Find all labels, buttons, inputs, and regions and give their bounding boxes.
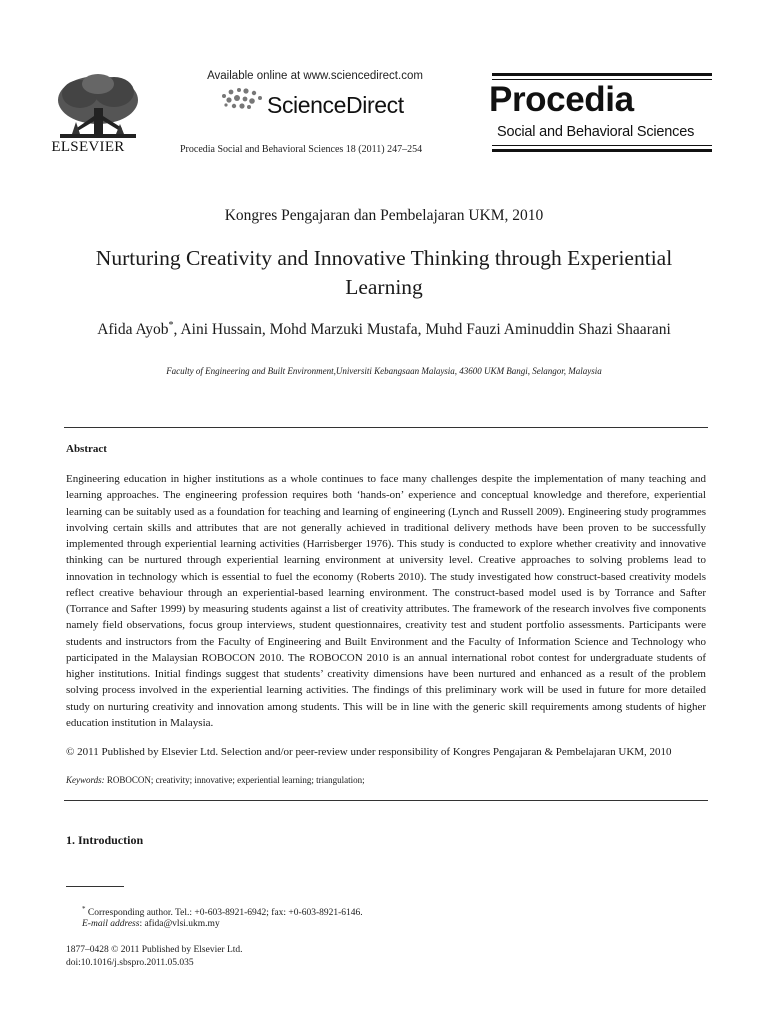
corresponding-author-mark: * bbox=[168, 320, 174, 331]
footnote-corresponding-author bbox=[82, 905, 363, 918]
publisher-name: ELSEVIER bbox=[51, 139, 125, 155]
email-value[interactable]: : afida@vlsi.ukm.my bbox=[139, 919, 220, 929]
available-online-text[interactable]: Available online at www.sciencedirect.com bbox=[207, 70, 423, 82]
footnote-text: Corresponding author. Tel.: +0-603-8921-6942; fax: +0-603-8921-6146. bbox=[85, 908, 363, 919]
footnote-mark: * bbox=[82, 905, 86, 913]
procedia-title: Procedia bbox=[489, 80, 634, 119]
abstract-heading: Abstract bbox=[66, 443, 107, 455]
doi-link[interactable]: doi:10.1016/j.sbspro.2011.05.035 bbox=[66, 958, 194, 968]
author-rest: , Aini Hussain, Mohd Marzuki Mustafa, Muhd Fauzi Aminuddin Shazi Shaarani bbox=[173, 321, 671, 339]
sciencedirect-dots-icon bbox=[218, 86, 266, 112]
procedia-rule bbox=[492, 145, 712, 146]
author-affiliation: Faculty of Engineering and Built Environment,Universiti Kebangsaan Malaysia, 43600 UKM Bangi, Selangor, Malaysia bbox=[166, 366, 602, 376]
divider bbox=[64, 800, 708, 801]
procedia-rule bbox=[492, 73, 712, 76]
footnote-email bbox=[82, 919, 220, 929]
procedia-subtitle: Social and Behavioral Sciences bbox=[497, 124, 695, 140]
email-label: E-mail address bbox=[82, 919, 140, 929]
procedia-rule bbox=[492, 149, 712, 152]
sciencedirect-wordmark: ScienceDirect bbox=[267, 92, 404, 118]
keywords-list: ROBOCON; creativity; innovative; experiential learning; triangulation; bbox=[104, 775, 365, 785]
conference-name: Kongres Pengajaran dan Pembelajaran UKM, 2010 bbox=[224, 207, 544, 224]
author-first: Afida Ayob bbox=[97, 321, 169, 339]
section-heading-introduction: 1. Introduction bbox=[66, 833, 144, 847]
keywords-label: Keywords: bbox=[66, 775, 105, 785]
divider bbox=[64, 427, 708, 428]
issn-line: 1877–0428 © 2011 Published by Elsevier Ltd. bbox=[66, 945, 243, 955]
abstract-body: Engineering education in higher institutions as a whole continues to face many challenges despite the implementation of many teaching and learning approaches. The engineering profession requires both ‘hands-on’ experience and conceptual knowledge and therefore, experiential learning can be suitably used as a foundation for teaching and learning of engineering (Lynch and Russell 2009). Engineering study programmes involving certain skills and attributes that are not generally achieved in traditional delivery methods have been proven to be successfully implemented through experiential learning activities (Harrisberger 1976). This study is conducted to explore whether creativity and innovative thinking can be nurtured through experiential learning environment at university level. Creative approaches to solving problems lead to innovation in technology which is essential to fuel the economy (Roberts 2010). The study investigated how construct-based creativity models reflect creative behaviour through an experiential-based learning environment. The construct-based model used is by Torrance and Safter (Torrance and Safter 1999) by measuring students against a list of creativity attributes. The framework of the research involves five components namely field observations, focus group interviews, student questionnaires, creativity test and student portfolio assessments. Participants were students and instructors from the Faculty of Engineering and Built Environment and the Faculty of Information Science and Technology who participated in the Malaysian ROBOCON 2010. The ROBOCON 2010 is an annual international robot contest for undergraduate students of higher institutions. Initial findings suggest that students’ creativity dimensions have been nurtured and enhanced as a result of the problem solving process involved in the experiential learning activities. The findings of this preliminary work will be used in future for more detailed study on nurturing creativity and innovation among students. This will be in line with the generic skill requirements among students of higher education institution in Malaysia. bbox=[66, 473, 706, 729]
journal-reference: Procedia Social and Behavioral Sciences 18 (2011) 247–254 bbox=[180, 144, 423, 155]
paper-title: Nurturing Creativity and Innovative Thinking through Experiential Learning bbox=[95, 246, 673, 299]
footnote-rule bbox=[66, 886, 124, 887]
author-list bbox=[60, 315, 708, 341]
copyright-notice: © 2011 Published by Elsevier Ltd. Selection and/or peer-review under responsibility of Kongres Pengajaran & Pembelajaran UKM, 2010 bbox=[66, 746, 672, 758]
keywords-line bbox=[66, 775, 706, 785]
